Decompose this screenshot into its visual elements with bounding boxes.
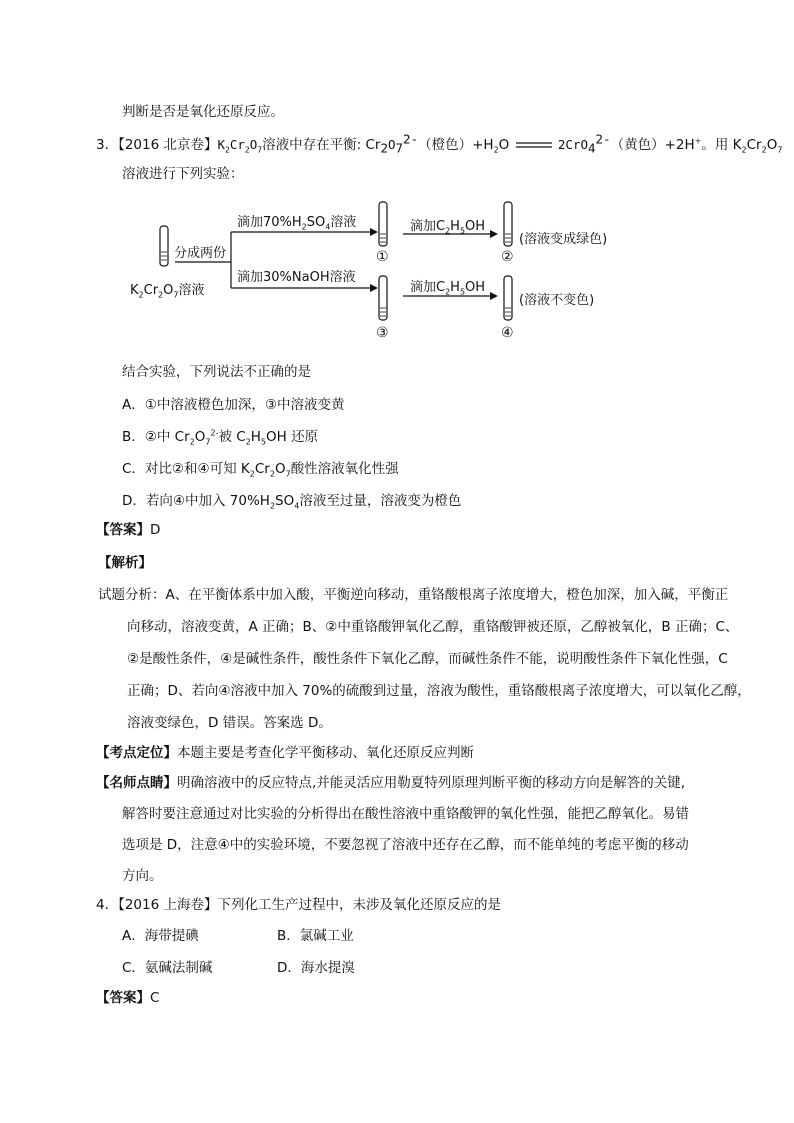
upper-reagent-label: 滴加$70\%H_2SO_4$溶液 [237, 215, 357, 232]
q3-equilibrium-text: 溶液中存在平衡: Cr [262, 137, 381, 153]
analysis-line-5: 溶液变绿色，D 错误。答案选 D。 [127, 715, 332, 731]
test-tube-2-icon [504, 202, 512, 246]
analysis-line-1: 试题分析：A、在平衡体系中加入酸，平衡逆向移动，重铬酸根离子浓度增大，橙色加深，加入碱，平衡正 [98, 587, 729, 603]
q3-source: 【2016 北京卷】 [118, 137, 218, 153]
analysis-line-2: 向移动，溶液变黄，A 正确；B、②中重铬酸钾氧化乙醇，重铬酸钾被还原，乙醇被氧化，B 正确；C、 [127, 619, 739, 635]
analysis-line-4: 正确；D、若向④溶液中加入 70%的硫酸到过量，溶液为酸性，重铬酸根离子浓度增大，可以氧化乙醇， [127, 683, 751, 699]
q3-option-b: B．②中 $Cr_2O_7^{2-}$被 $C_2H_5OH$ 还原 [122, 428, 319, 447]
kaodian-line: 【考点定位】本题主要是考查化学平衡移动、氧化还原反应判断 [96, 745, 474, 761]
q3-line1: 3．【2016 北京卷】$K_2Cr_2O_7$溶液中存在平衡: $Cr_2O_7^{2-}$（橙色）$+H_2O$ 2CrO$_4^{2-}$（黄色）+2H+。用 $K_2Cr_2O_7$ [96, 131, 783, 156]
q4-option-a: A．海带提碘 [122, 928, 199, 944]
q4-answer: 【答案】C [96, 990, 160, 1006]
q3-formula-k2cr2o7: $K_2Cr_2O_7$ [217, 137, 263, 155]
mingshi-line-2: 解答时要注意通过对比实验的分析得出在酸性溶液中重铬酸钾的氧化性强，能把乙醇氧化。易错 [122, 806, 689, 822]
split-label: 分成两份 [174, 246, 227, 261]
q3-line2: 溶液进行下列实验： [122, 166, 244, 182]
q3-question: 结合实验，下列说法不正确的是 [122, 364, 311, 380]
q3-number: 3． [96, 137, 119, 153]
ethanol-upper-label: 滴加$C_2H_5OH$ [410, 219, 486, 236]
intro-line: 判断是否是氧化还原反应。 [122, 104, 284, 120]
circle-1-label: ① [376, 249, 389, 265]
diagram-lines [0, 0, 794, 360]
lower-reagent-label: 滴加30%NaOH溶液 [237, 270, 356, 285]
mingshi-line-4: 方向。 [122, 868, 163, 884]
ethanol-lower-label: 滴加$C_2H_5OH$ [410, 280, 486, 297]
result-2-label: (溶液变成绿色) [519, 232, 608, 247]
experiment-diagram [0, 0, 794, 360]
q4-stem-line: 4．【2016 上海卷】下列化工生产过程中，未涉及氧化还原反应的是 [96, 897, 501, 913]
q3-option-d: D．若向④中加入 $70\%H_2SO_4$溶液至过量，溶液变为橙色 [122, 493, 462, 511]
q4-option-d: D．海水提溴 [277, 960, 355, 976]
mingshi-line-3: 选项是 D，注意④中的实验环境，不要忽视了溶液中还存在乙醇，而不能单纯的考虑平衡的移动 [122, 837, 689, 853]
test-tube-1-icon [379, 202, 387, 246]
q3-answer: 【答案】D [96, 522, 161, 538]
q4-option-c: C．氨碱法制碱 [122, 960, 213, 976]
test-tube-4-icon [504, 276, 512, 320]
circle-3-label: ③ [376, 325, 389, 341]
test-tube-3-icon [379, 276, 387, 320]
q4-option-b: B．氯碱工业 [277, 928, 354, 944]
q3-analysis-label: 【解析】 [98, 555, 152, 571]
q3-option-c: C．对比②和④可知 $K_2Cr_2O_7$酸性溶液氧化性强 [122, 461, 399, 479]
start-label: $K_2Cr_2O_7$溶液 [130, 283, 205, 300]
circle-2-label: ② [501, 249, 514, 265]
circle-4-label: ④ [501, 325, 514, 341]
mingshi-line-1: 【名师点睛】明确溶液中的反应特点,并能灵活应用勒夏特列原理判断平衡的移动方向是解答的关键, [96, 775, 686, 791]
q3-option-a: A．①中溶液橙色加深，③中溶液变黄 [122, 397, 345, 413]
result-4-label: (溶液不变色) [519, 293, 595, 308]
test-tube-start-icon [160, 226, 168, 266]
analysis-line-3: ②是酸性条件，④是碱性条件，酸性条件下氧化乙醇，而碱性条件不能，说明酸性条件下氧化性强，C [127, 651, 728, 667]
